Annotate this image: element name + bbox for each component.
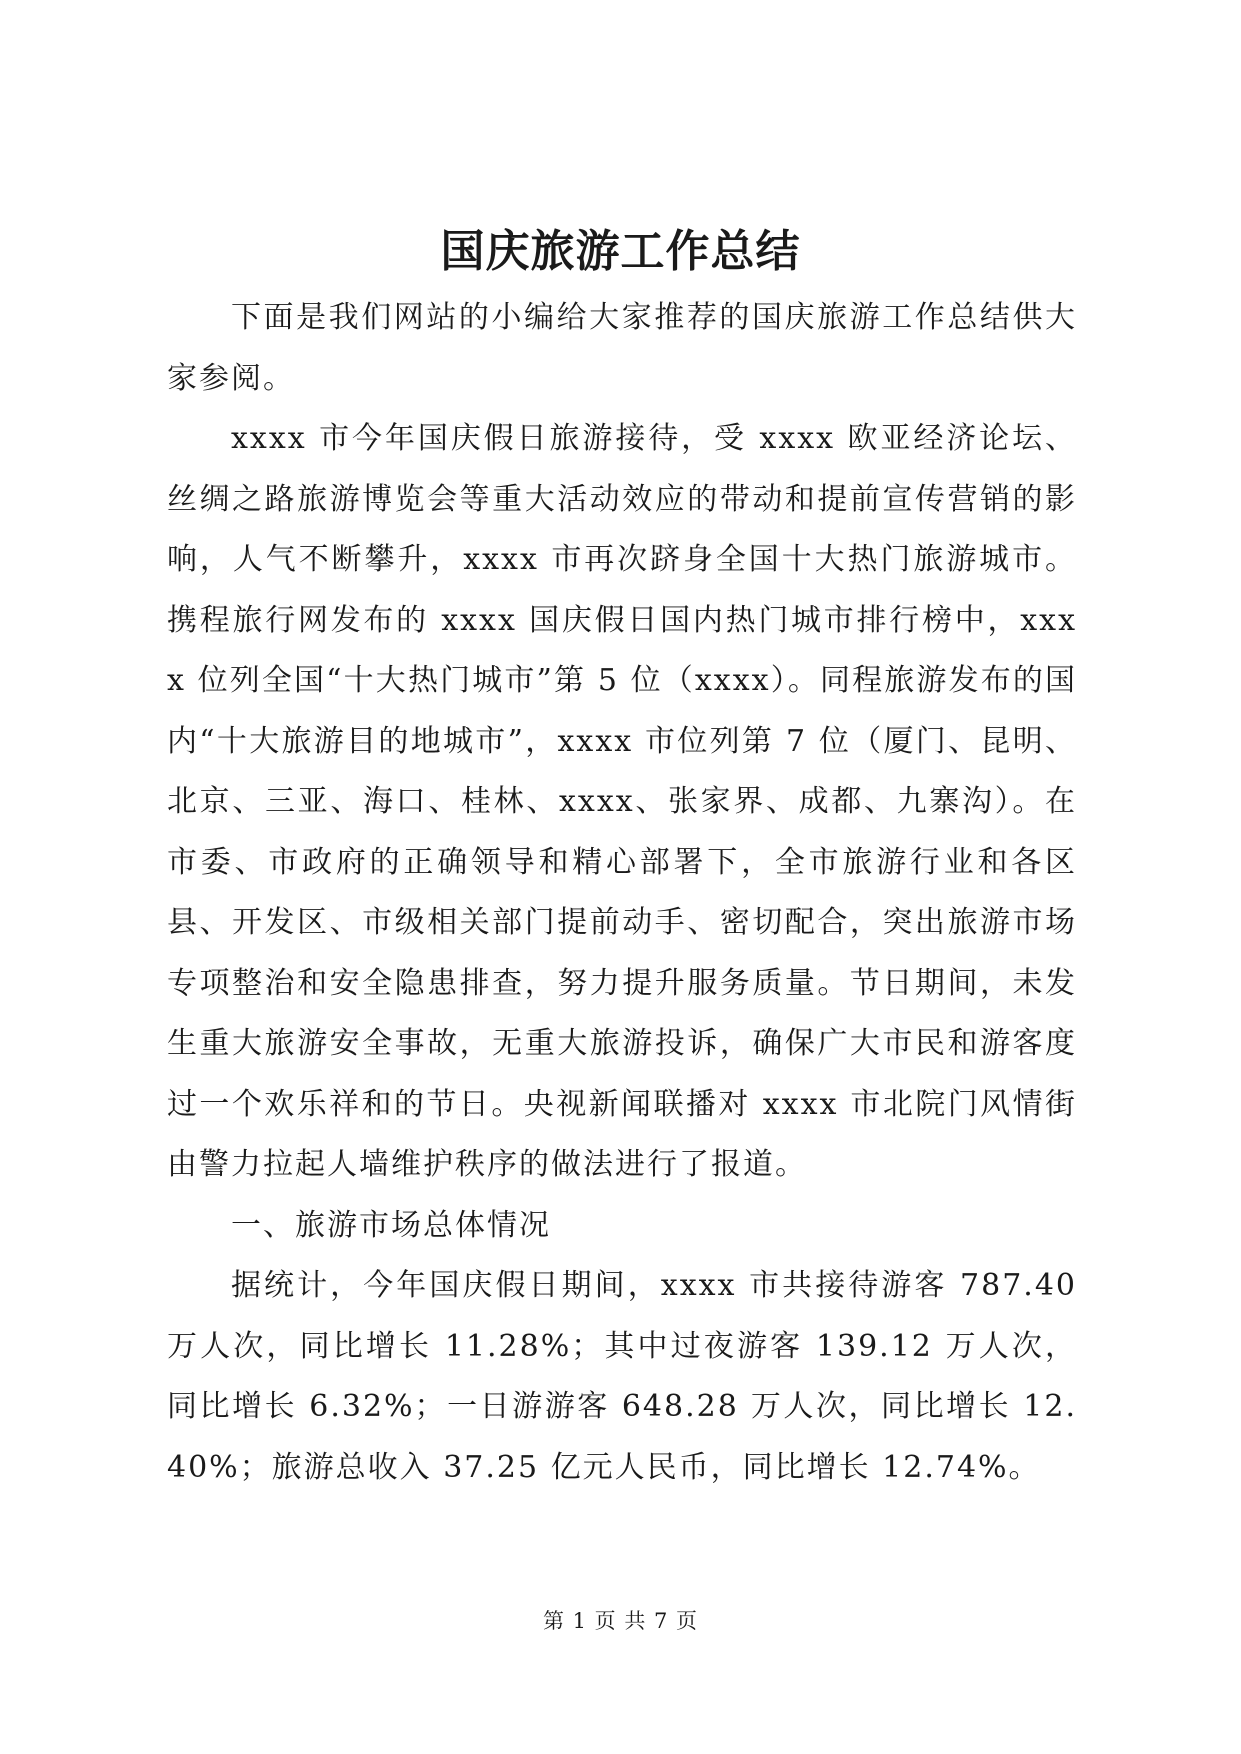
statistics-paragraph: 据统计，今年国庆假日期间，xxxx 市共接待游客 787.40 万人次，同比增长 11.28%；其中过夜游客 139.12 万人次，同比增长 6.32%；一日游游客 648.28 万人次，同比增长 12.40%；旅游总收入 37.25 亿元人民币，同比增长 12.74%。 — [167, 1268, 1077, 1485]
document-title: 国庆旅游工作总结 — [440, 226, 801, 277]
section-heading: 一、旅游市场总体情况 — [231, 1207, 551, 1243]
overview-paragraph: xxxx 市今年国庆假日旅游接待，受 xxxx 欧亚经济论坛、丝绸之路旅游博览会等重大活动效应的带动和提前宣传营销的影响，人气不断攀升，xxxx 市再次跻身全国十大热门旅游城市。携程旅行网发布的 xxxx 国庆假日国内热门城市排行榜中，xxxx 位列全国“十大热门城市”第 5 位（xxxx）。同程旅游发布的国内“十大旅游目的地城市”，xxxx 市位列第 7 位（厦门、昆明、北京、三亚、海口、桂林、xxxx、张家界、成都、九寨沟）。在市委、市政府的正确领导和精心部署下，全市旅游行业和各区县、开发区、市级相关部门提前动手、密切配合，突出旅游市场专项整治和安全隐患排查，努力提升服务质量。节日期间，未发生重大旅游安全事故，无重大旅游投诉，确保广大市民和游客度过一个欢乐祥和的节日。央视新闻联播对 xxxx 市北院门风情街由警力拉起人墙维护秩序的做法进行了报道。 — [167, 421, 1077, 1182]
page-footer: 第 1 页 共 7 页 — [542, 1609, 699, 1633]
intro-paragraph: 下面是我们网站的小编给大家推荐的国庆旅游工作总结供大家参阅。 — [167, 300, 1077, 396]
document-body — [167, 288, 1077, 1498]
